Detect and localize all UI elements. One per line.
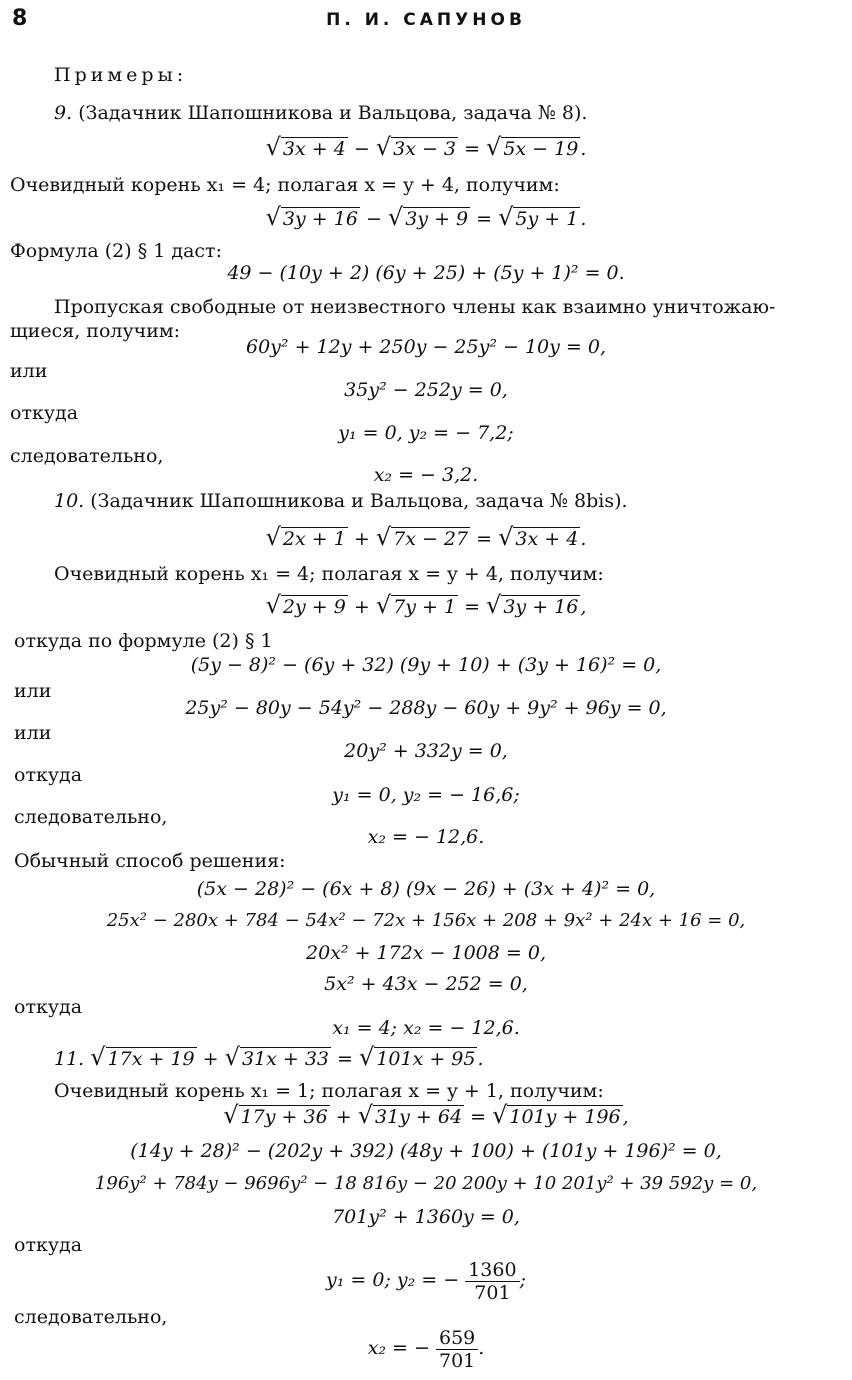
text-line: следовательно,: [14, 806, 168, 828]
operator: −: [347, 138, 376, 160]
operator: =: [331, 1048, 360, 1070]
fraction-lead: y₁ = 0; y₂ = −: [326, 1269, 466, 1291]
radical-sign: √: [486, 592, 502, 619]
radical: [376, 524, 470, 552]
equation: x₁ = 4; x₂ = − 12,6.: [332, 1017, 520, 1039]
radical-equation: [0, 592, 852, 620]
punctuation: .: [478, 1337, 485, 1359]
radical: [266, 592, 348, 620]
radicand: 5x − 19: [503, 138, 579, 160]
operator: =: [470, 528, 499, 550]
equation: 5x² + 43x − 252 = 0,: [324, 973, 528, 995]
radicand: 17x + 19: [107, 1048, 195, 1070]
radical-sign: √: [265, 524, 281, 551]
equation: (5y − 8)² − (6y + 32) (9y + 10) + (3y + 16)² = 0,: [190, 654, 662, 676]
equation: 60y² + 12y + 250y − 25y² − 10y = 0,: [246, 336, 606, 358]
radical-sign: √: [375, 134, 392, 161]
examples-heading: Примеры:: [54, 64, 188, 86]
equation: 20x² + 172x − 1008 = 0,: [306, 942, 546, 964]
punctuation: .: [477, 1048, 484, 1070]
text-line: или: [10, 360, 48, 382]
equation: 49 − (10y + 2) (6y + 25) + (5y + 1)² = 0.: [227, 262, 625, 284]
example-number: 9.: [54, 102, 73, 124]
numerator: 659: [436, 1327, 478, 1350]
text-line: следовательно,: [14, 1306, 168, 1328]
example-10-heading: [0, 488, 852, 514]
equation: 701y² + 1360y = 0,: [332, 1206, 520, 1228]
text-line: откуда: [14, 996, 83, 1018]
radicand: 3y + 16: [503, 596, 579, 618]
punctuation: ,: [622, 1106, 629, 1128]
radical-sign: √: [357, 1102, 373, 1129]
equation: 25x² − 280x + 784 − 54x² − 72x + 156x + 208 + 9x² + 24x + 16 = 0,: [106, 910, 746, 931]
operator: +: [329, 1106, 358, 1128]
radicand: 101y + 196: [509, 1106, 621, 1128]
text-line: или: [14, 680, 52, 702]
fraction-lead: x₂ = −: [367, 1337, 436, 1359]
text-line: Обычный способ решения:: [14, 850, 286, 872]
radical-sign: √: [486, 134, 502, 161]
example-9-heading: [0, 100, 852, 126]
radical-sign: √: [375, 592, 392, 619]
text-line: откуда по формуле (2) § 1: [14, 630, 273, 652]
radicand: 31y + 64: [374, 1106, 463, 1128]
punctuation: ;: [519, 1269, 526, 1291]
radicand: 3x + 4: [515, 528, 579, 550]
radical: [266, 134, 348, 162]
radical-sign: √: [223, 1102, 239, 1129]
equation: (14y + 28)² − (202y + 392) (48y + 100) + (101y + 196)² = 0,: [130, 1140, 722, 1162]
radical: [388, 204, 470, 232]
text-line: откуда: [14, 1234, 83, 1256]
equation: 25y² − 80y − 54y² − 288y − 60y + 9y² + 96y = 0,: [185, 697, 667, 719]
radical-equation: [0, 204, 852, 232]
radical-equation: [0, 134, 852, 162]
radical: [358, 1102, 464, 1130]
equation: x₂ = − 12,6.: [367, 826, 485, 848]
radical-sign: √: [498, 524, 514, 551]
radical-sign: √: [265, 134, 281, 161]
text-line: Очевидный корень x₁ = 1; полагая x = y + 1, получим:: [54, 1080, 604, 1102]
equation: 35y² − 252y = 0,: [344, 379, 508, 401]
text-line: откуда: [14, 764, 83, 786]
text-line: следовательно,: [10, 445, 164, 467]
radical: [498, 204, 580, 232]
page-number: 8: [12, 6, 28, 31]
radical: [486, 592, 580, 620]
text-line: Очевидный корень x₁ = 4; полагая x = y + 4, получим:: [10, 174, 560, 196]
equation: y₁ = 0, y₂ = − 7,2;: [338, 422, 514, 444]
radicand: 2y + 9: [282, 596, 346, 618]
radical-equation: [0, 1102, 852, 1130]
example-11-equation: [0, 1044, 852, 1072]
radical-equation: [0, 524, 852, 552]
radicand: 7x − 27: [393, 528, 469, 550]
text-line: или: [14, 722, 52, 744]
fraction-equation: [0, 1254, 852, 1306]
text-line: Пропуская свободные от неизвестного члены как взаимно уничтожаю-: [54, 296, 776, 318]
text-line: Формула (2) § 1 даст:: [10, 240, 222, 262]
equation: x₂ = − 3,2.: [373, 464, 479, 486]
operator: +: [196, 1048, 225, 1070]
radical-sign: √: [265, 204, 281, 231]
radicand: 31x + 33: [241, 1048, 330, 1070]
radical-sign: √: [498, 204, 514, 231]
radical: [492, 1102, 623, 1130]
denominator: 701: [474, 1281, 511, 1304]
operator: =: [458, 138, 487, 160]
text-line: щиеся, получим:: [10, 320, 181, 342]
radical-sign: √: [90, 1044, 106, 1071]
running-header-author: П. И. САПУНОВ: [326, 10, 526, 30]
radical: [376, 134, 458, 162]
equation: y₁ = 0, y₂ = − 16,6;: [332, 784, 520, 806]
operator: +: [347, 528, 376, 550]
equation: 20y² + 332y = 0,: [344, 740, 508, 762]
radicand: 5y + 1: [515, 208, 579, 230]
radicand: 3y + 16: [282, 208, 358, 230]
numerator: 1360: [465, 1259, 519, 1282]
radical-sign: √: [492, 1102, 508, 1129]
radical-sign: √: [387, 204, 404, 231]
operator: =: [458, 596, 487, 618]
operator: +: [347, 596, 376, 618]
example-source: (Задачник Шапошникова и Вальцова, задача № 8bis).: [90, 490, 628, 512]
example-number: 10.: [54, 490, 85, 512]
fraction: [436, 1327, 478, 1372]
punctuation: .: [580, 208, 587, 230]
radicand: 7y + 1: [393, 596, 457, 618]
example-number: 11.: [54, 1048, 85, 1070]
radical: [223, 1102, 329, 1130]
denominator: 701: [438, 1349, 476, 1372]
operator: −: [359, 208, 388, 230]
radical: [498, 524, 580, 552]
radical-sign: √: [224, 1044, 240, 1071]
radical: [486, 134, 580, 162]
fraction: [465, 1259, 519, 1304]
radical: [359, 1044, 477, 1072]
radicand: 2x + 1: [282, 528, 346, 550]
punctuation: .: [580, 138, 587, 160]
radical: [266, 204, 360, 232]
equation: (5x − 28)² − (6x + 8) (9x − 26) + (3x + 4)² = 0,: [196, 878, 656, 900]
operator: =: [470, 208, 499, 230]
radical: [90, 1044, 196, 1072]
fraction-equation: [0, 1322, 852, 1374]
radicand: 3y + 9: [405, 208, 469, 230]
radical-sign: √: [359, 1044, 375, 1071]
radicand: 3x + 4: [282, 138, 346, 160]
radicand: 101x + 95: [376, 1048, 476, 1070]
equation: 196y² + 784y − 9696y² − 18 816y − 20 200y + 10 201y² + 39 592y = 0,: [94, 1173, 758, 1194]
operator: =: [464, 1106, 493, 1128]
radicand: 3x − 3: [393, 138, 457, 160]
punctuation: ,: [580, 596, 587, 618]
radical: [376, 592, 458, 620]
text-line: Очевидный корень x₁ = 4; полагая x = y + 4, получим:: [54, 563, 604, 585]
radical: [266, 524, 348, 552]
radical-sign: √: [375, 524, 392, 551]
radical-sign: √: [265, 592, 281, 619]
text-line: откуда: [10, 402, 79, 424]
radicand: 17y + 36: [240, 1106, 328, 1128]
example-source: (Задачник Шапошникова и Вальцова, задача № 8).: [78, 102, 588, 124]
radical: [225, 1044, 331, 1072]
punctuation: .: [580, 528, 587, 550]
